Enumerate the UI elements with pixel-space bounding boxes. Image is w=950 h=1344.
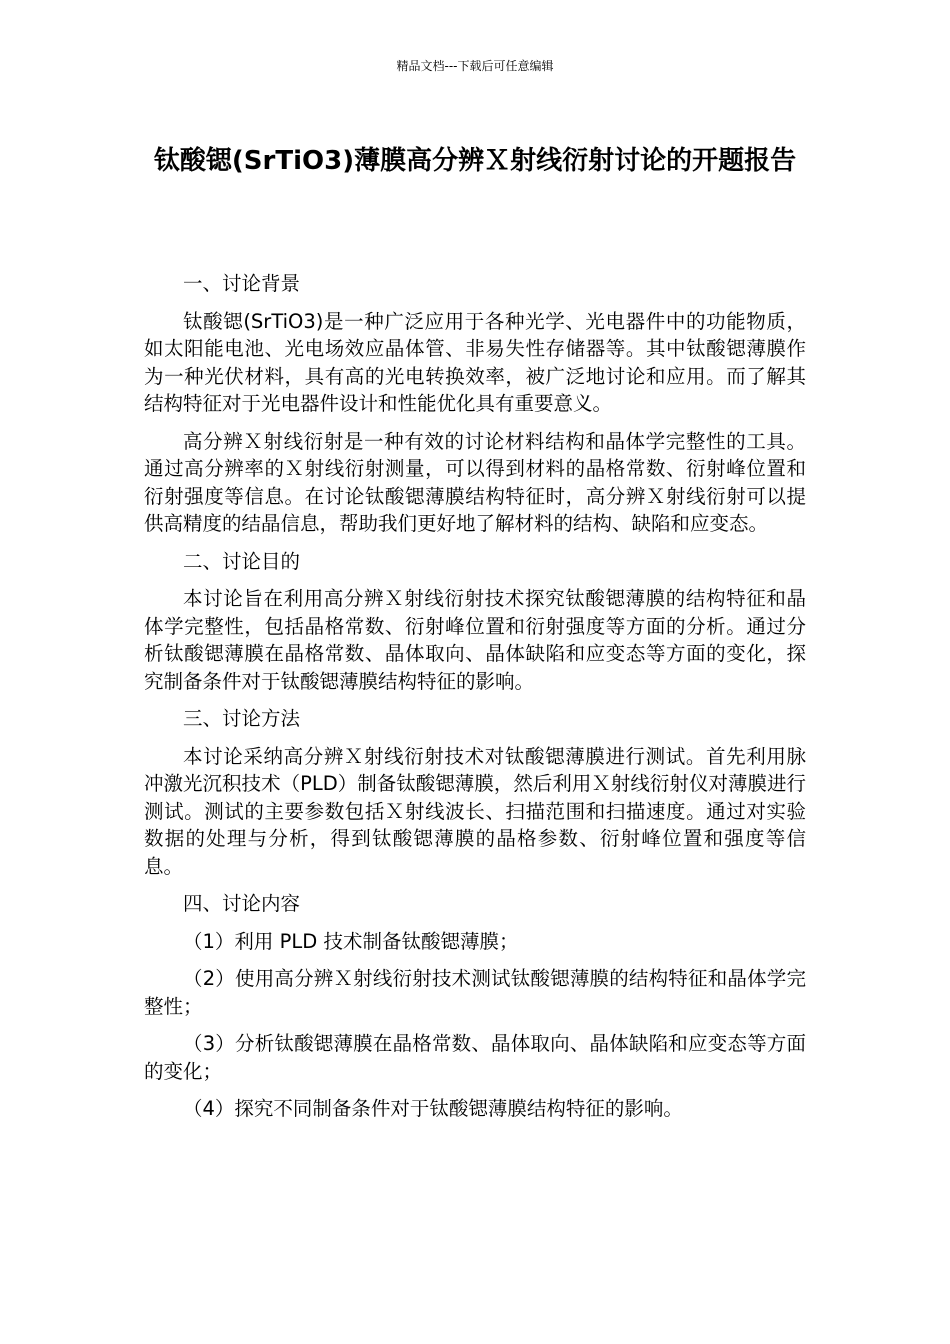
list-item: （3）分析钛酸锶薄膜在晶格常数、晶体取向、晶体缺陷和应变态等方面的变化； (144, 1032, 806, 1083)
paragraph: 钛酸锶(SrTiO3)是一种广泛应用于各种光学、光电器件中的功能物质，如太阳能电池、光电场效应晶体管、非易失性存储器等。其中钛酸锶薄膜作为一种光伏材料，具有高的光电转换效率，被广泛地讨论和应用。而了解其结构特征对于光电器件设计和性能优化具有重要意义。 (144, 309, 806, 415)
section-heading-method: 三、讨论方法 (183, 707, 301, 730)
document-body (144, 270, 806, 1133)
page-header-watermark: 精品文档---下载后可任意编辑 (396, 59, 554, 73)
document-title: 钛酸锶(SrTiO3)薄膜高分辨Ｘ射线衍射讨论的开题报告 (153, 146, 797, 176)
paragraph: 本讨论旨在利用高分辨Ｘ射线衍射技术探究钛酸锶薄膜的结构特征和晶体学完整性，包括晶格常数、衍射峰位置和衍射强度等方面的分析。通过分析钛酸锶薄膜在晶格常数、晶体取向、晶体缺陷和应变态等方面的变化，探究制备条件对于钛酸锶薄膜结构特征的影响。 (144, 587, 806, 693)
list-item: （2）使用高分辨Ｘ射线衍射技术测试钛酸锶薄膜的结构特征和晶体学完整性； (144, 967, 806, 1018)
section-heading-content: 四、讨论内容 (183, 892, 301, 915)
paragraph: 高分辨Ｘ射线衍射是一种有效的讨论材料结构和晶体学完整性的工具。通过高分辨率的Ｘ射线衍射测量，可以得到材料的晶格常数、衍射峰位置和衍射强度等信息。在讨论钛酸锶薄膜结构特征时，高分辨Ｘ射线衍射可以提供高精度的结晶信息，帮助我们更好地了解材料的结构、缺陷和应变态。 (144, 429, 806, 535)
section-heading-purpose: 二、讨论目的 (183, 549, 301, 573)
section-heading-background: 一、讨论背景 (183, 272, 301, 295)
list-item: （4）探究不同制备条件对于钛酸锶薄膜结构特征的影响。 (183, 1097, 683, 1120)
paragraph: 本讨论采纳高分辨Ｘ射线衍射技术对钛酸锶薄膜进行测试。首先利用脉冲激光沉积技术（PLD）制备钛酸锶薄膜，然后利用Ｘ射线衍射仪对薄膜进行测试。测试的主要参数包括Ｘ射线波长、扫描范围和扫描速度。通过对实验数据的处理与分析，得到钛酸锶薄膜的晶格参数、衍射峰位置和强度等信息。 (144, 744, 806, 878)
list-item: （1）利用 PLD 技术制备钛酸锶薄膜； (183, 929, 519, 953)
